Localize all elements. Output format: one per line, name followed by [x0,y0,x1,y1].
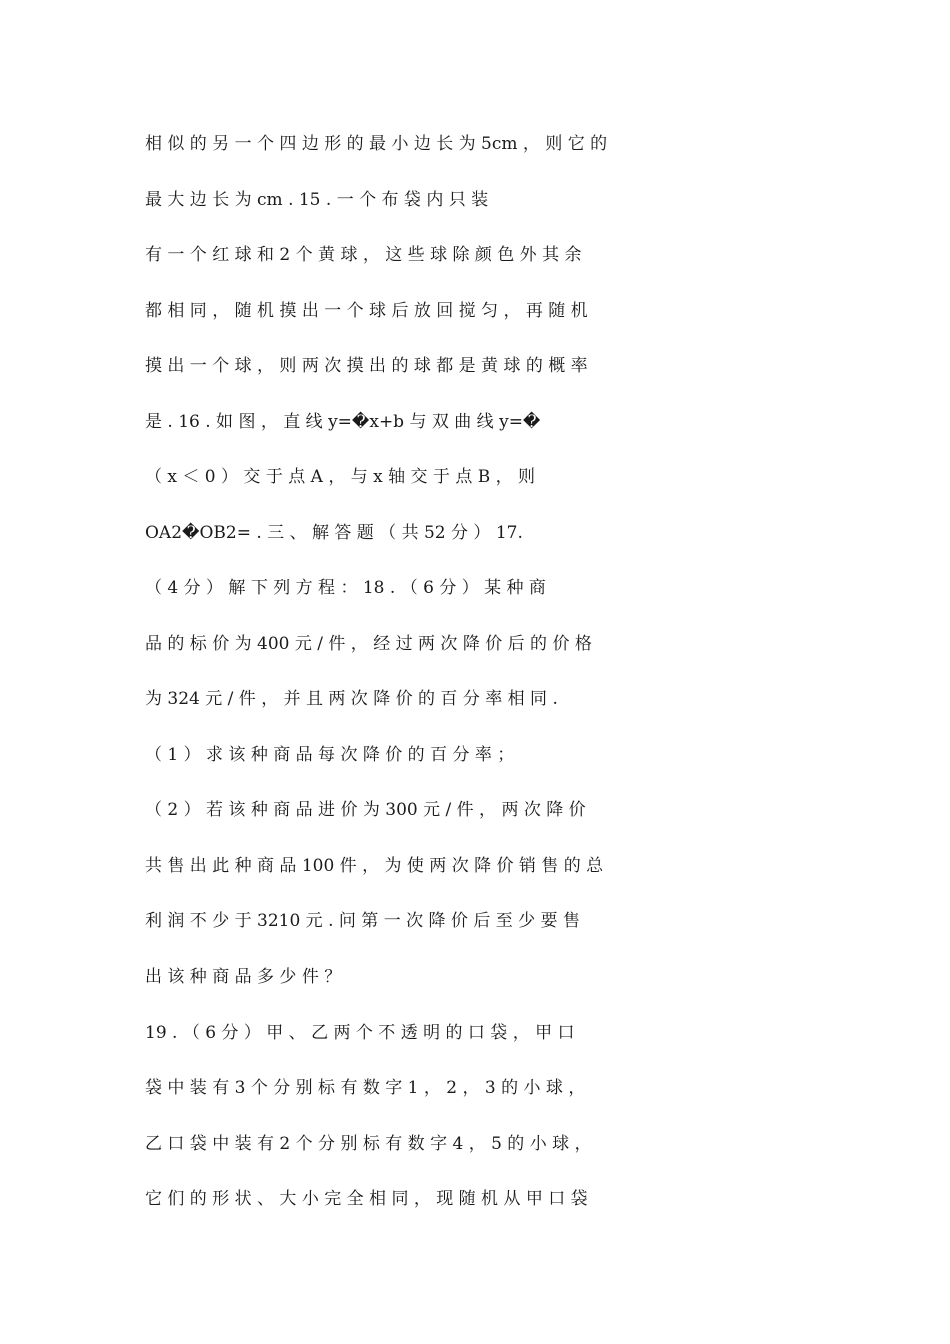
text-segment: 利 润 不 少 于 3210 元 . 问 第 一 次 降 价 后 至 少 要 售 [145,911,580,931]
text-line [0,624,950,664]
text-line [0,901,950,941]
text-line [0,679,950,719]
text-segment: 品 的 标 价 为 400 元 / 件 ， 经 过 两 次 降 价 后 的 价 格 [145,634,592,654]
text-line [0,457,950,497]
text-segment: 为 324 元 / 件 ， 并 且 两 次 降 价 的 百 分 率 相 同 . [145,689,558,709]
text-segment: 它 们 的 形 状 、 大 小 完 全 相 同 ， 现 随 机 从 甲 口 袋 [145,1189,588,1209]
text-segment: 摸 出 一 个 球 ， 则 两 次 摸 出 的 球 都 是 黄 球 的 概 率 [145,356,588,376]
text-segment: 相 似 的 另 一 个 四 边 形 的 最 小 边 长 为 5cm ， 则 它 的 [145,134,608,154]
text-line [0,1013,950,1053]
text-line [0,1124,950,1164]
text-line [0,291,950,331]
text-segment: OA2�OB2= . 三 、 解 答 题 （ 共 52 分 ） 17. [145,523,523,543]
text-line [0,790,950,830]
text-line [0,180,950,220]
text-segment: 出 该 种 商 品 多 少 件 ？ [145,967,342,987]
text-line [0,346,950,386]
text-segment: 有 一 个 红 球 和 2 个 黄 球 ， 这 些 球 除 颜 色 外 其 余 [145,245,582,265]
text-line [0,1068,950,1108]
text-segment: （ 4 分 ） 解 下 列 方 程 ： 18 . （ 6 分 ） 某 种 商 [145,578,546,598]
text-segment: 是 . 16 . 如 图 ， 直 线 y=�x+b 与 双 曲 线 y=� [145,412,541,432]
text-line [0,124,950,164]
text-line [0,402,950,442]
text-segment: 乙 口 袋 中 装 有 2 个 分 别 标 有 数 字 4 ， 5 的 小 球 ， [145,1134,592,1154]
text-line [0,235,950,275]
text-segment: 最 大 边 长 为 cm . 15 . 一 个 布 袋 内 只 装 [145,190,489,210]
text-segment: （ x ＜ 0 ） 交 于 点 A ， 与 x 轴 交 于 点 B ， 则 [145,467,536,487]
text-line [0,846,950,886]
text-segment: 都 相 同 ， 随 机 摸 出 一 个 球 后 放 回 搅 匀 ， 再 随 机 [145,301,588,321]
text-line [0,1179,950,1219]
text-line [0,513,950,553]
text-line [0,957,950,997]
text-segment: （ 2 ） 若 该 种 商 品 进 价 为 300 元 / 件 ， 两 次 降 价 [145,800,586,820]
text-line [0,735,950,775]
text-segment: 19 . （ 6 分 ） 甲 、 乙 两 个 不 透 明 的 口 袋 ， 甲 口 [145,1023,575,1043]
text-segment: 共 售 出 此 种 商 品 100 件 ， 为 使 两 次 降 价 销 售 的 总 [145,856,604,876]
text-line [0,568,950,608]
text-segment: （ 1 ） 求 该 种 商 品 每 次 降 价 的 百 分 率 ； [145,745,515,765]
text-segment: 袋 中 装 有 3 个 分 别 标 有 数 字 1 ， 2 ， 3 的 小 球 ， [145,1078,586,1098]
